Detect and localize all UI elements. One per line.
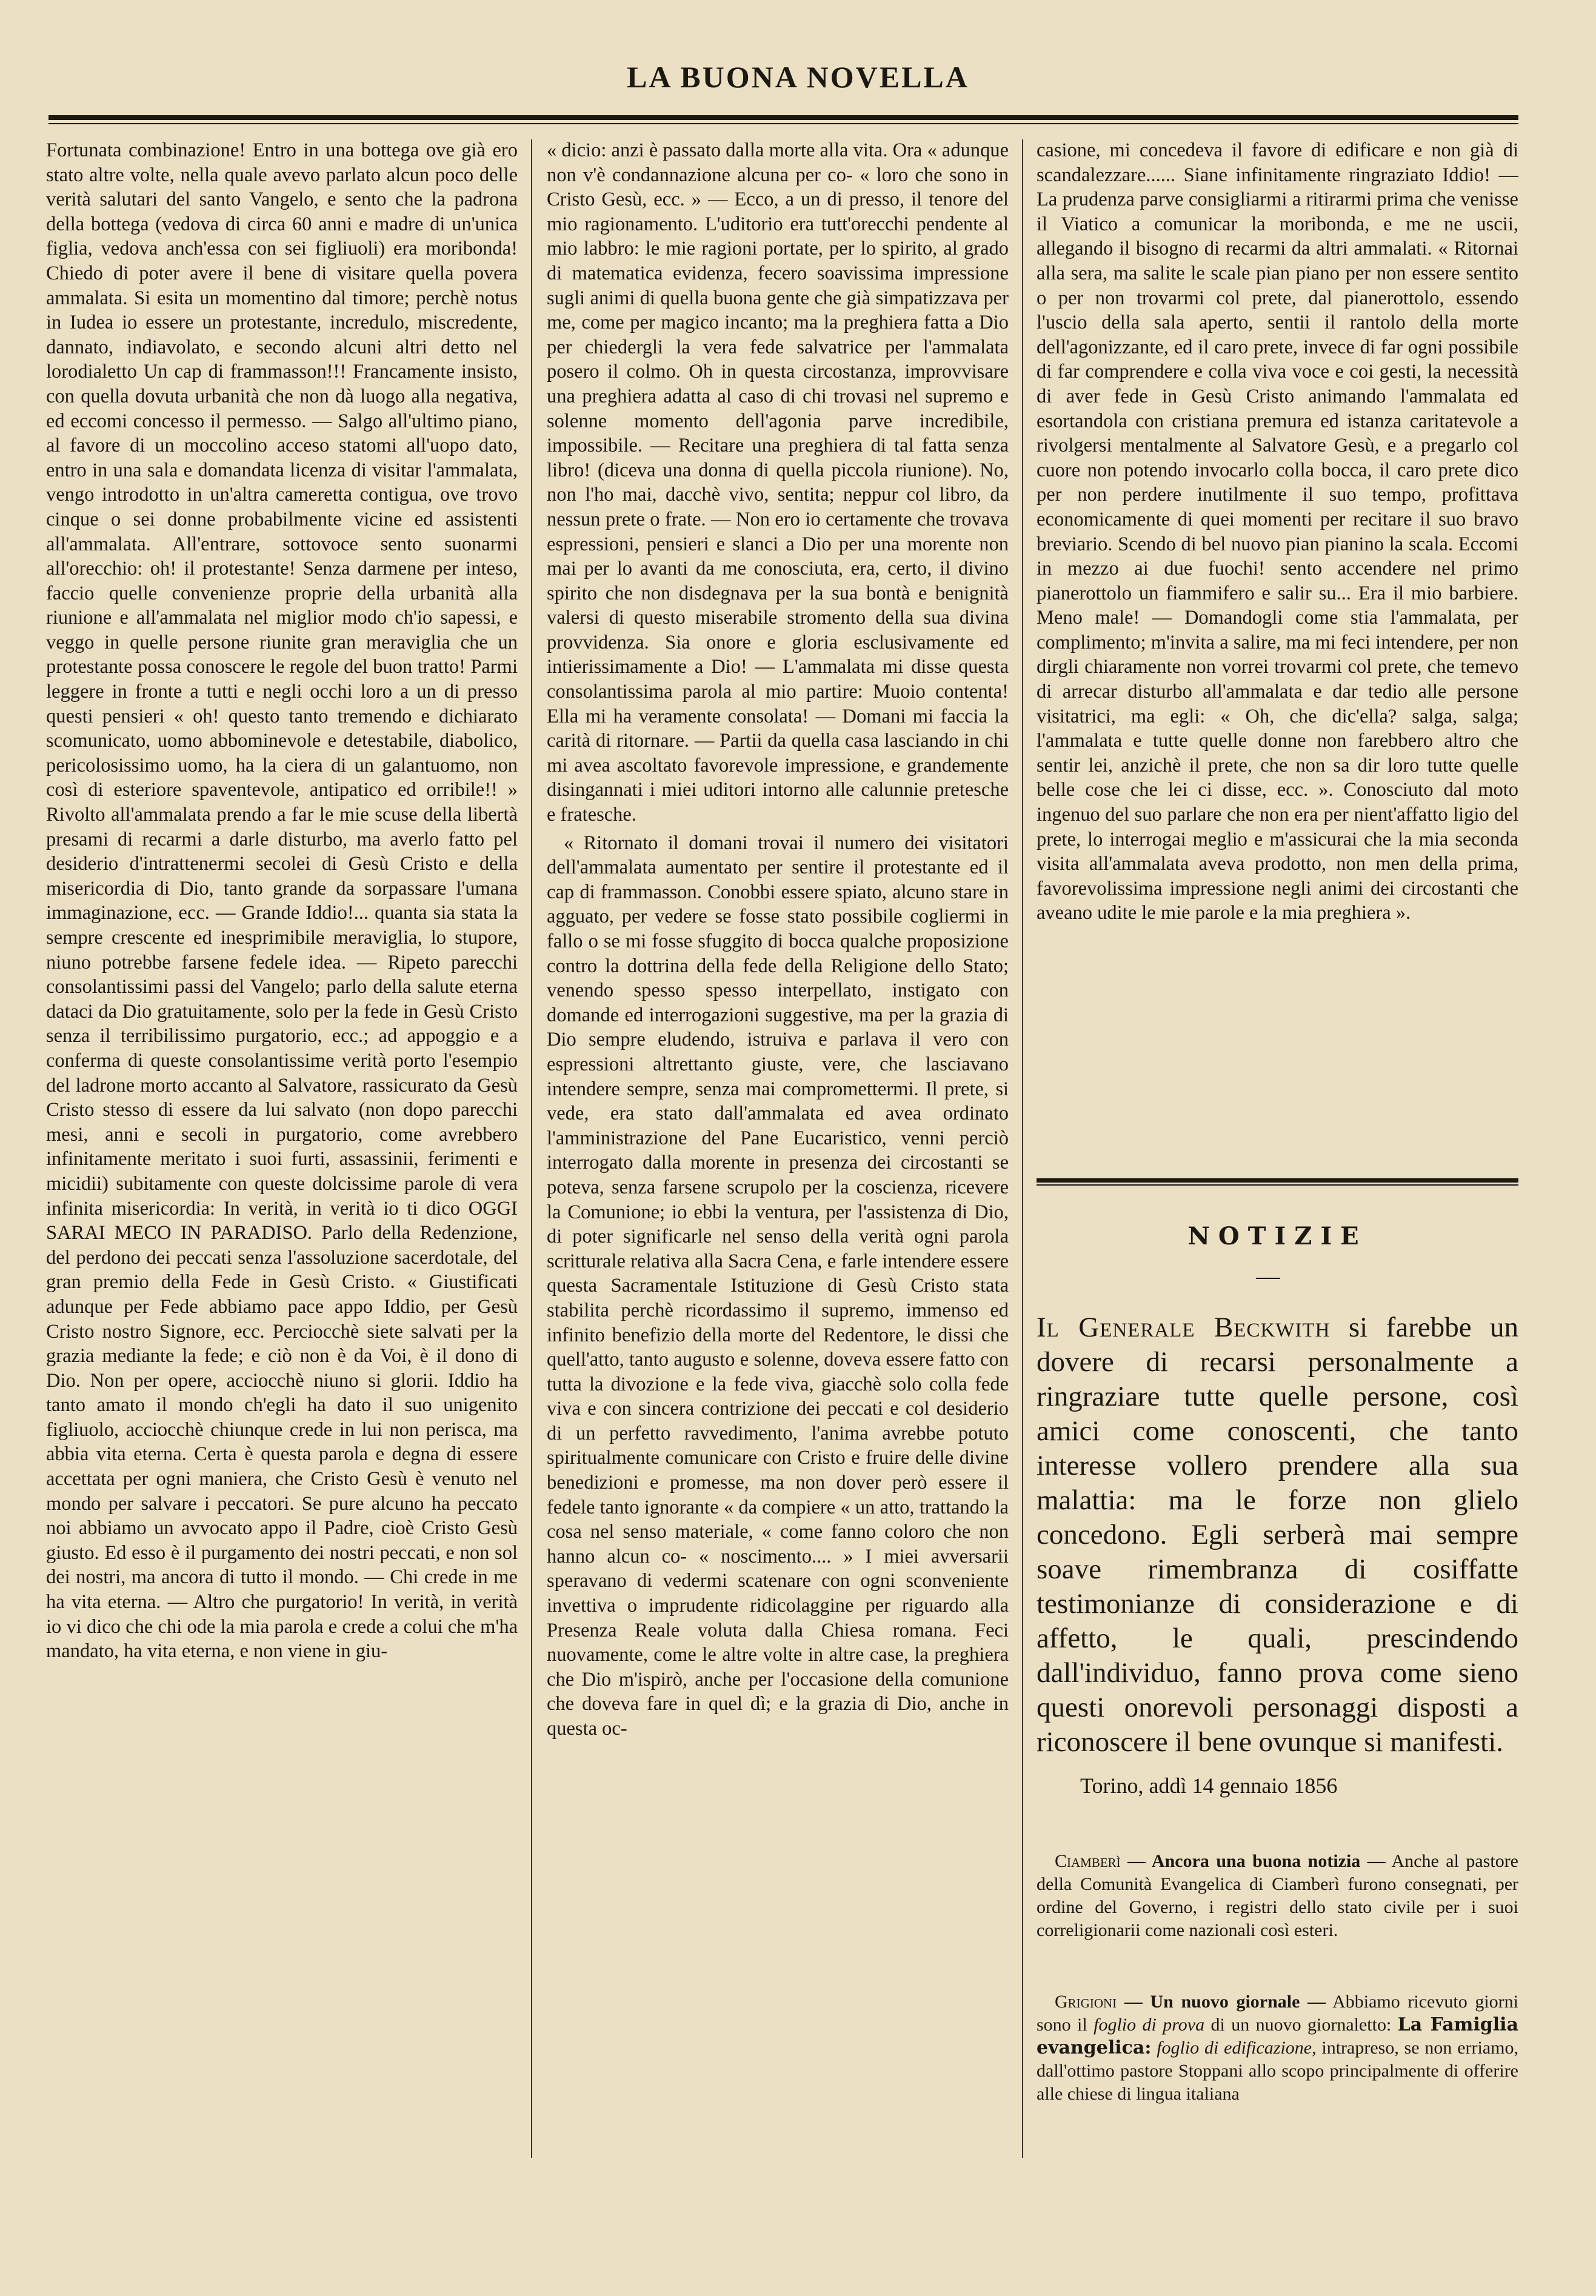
article-column-1 bbox=[46, 138, 518, 2163]
article-text: « Ritornato il domani trovai il numero dei visitatori dell'ammalata aumentato per sentire il protestante ed il cap di frammasson. Conobbi essere spiato, alcuno stare in agguato, per vedere se fosse stato possibile cogliermi in fallo o se mi fosse sfuggito di bocca qualche proposizione contro la dottrina della fede della Religione dello Stato; venendo spesso spesso interpellato, instigato con domande ed interrogazioni suggestive, ma per la grazia di Dio sempre eludendo, istruiva e parlava il vero con espressioni altrettanto giuste, vere, che lasciavano intendere sempre, senza mai compromettermi. Il prete, si vede, era stato dall'ammalata ed avea ordinato l'amministrazione del Pane Eucaristico, venni perciò interrogato dalla morente in presenza dei circostanti se poteva, senza farsene scrupolo per la coscienza, ricevere la Comunione; io ebbi la ventura, per l'assistenza di Dio, di poter significarle nel senso della verità ogni parola scritturale relativa alla Sacra Cena, e farle intendere essere questa Sacramentale Istituzione di Gesù Cristo stata stabilita perchè ricordassimo il supremo, immenso ed infinito benefizio della morte del Redentore, le dissi che quell'atto, tanto augusto e solenne, doveva essere fatto con tutta la divozione e la fede viva, giacchè solo colla fede viva e con sincera contrizione dei peccati e col desiderio di un perfetto ravvedimento, l'anima avrebbe potuto spiritualmente comunicare con Cristo e fruire delle divine benedizioni e promesse, ma non dover però essere il fedele tanto ignorante « da compiere « un atto, trattando la cosa nel senso materiale, « come fanno coloro che non hanno alcun co- « noscimento.... » I miei avversarii speravano di vedermi scatenare con ogni sconveniente invettiva o imprudente ridicolaggine per riguardo alla Presenza Reale voluta dalla Chiesa romana. Feci nuovamente, come le altre volte in altre case, la preghiera che Dio m'ispirò, anche per l'occasione della comunione che doveva fare in quel dì; e la grazia di Dio, anche in questa oc- bbox=[547, 832, 1009, 1740]
news-place: Ciamberì bbox=[1055, 1851, 1121, 1871]
article-text: « dicio: anzi è passato dalla morte alla vita. Ora « adunque non v'è condannazione alcuna per co- « loro che sono in Cristo Gesù, ecc. » — Ecco, a un di presso, il tenore del mio ragionamento. L'uditorio era tutt'orecchi pendente al mio labbro: le mie ragioni portate, per lo spirito, al grado di matematica evidenza, fecero soavissima impressione sugli animi di quella buona gente che già simpatizzava per me, come per magico incanto; ma la preghiera fatta a Dio per chiedergli la vera fede salvatrice per l'ammalata posero il colmo. Oh in questa circostanza, improvvisare una preghiera adatta al caso di chi trovasi nel supremo e solenne momento dell'agonia parve incredibile, impossibile. — Recitare una preghiera di tal fatta senza libro! (diceva una donna di quella piccola riunione). No, non l'ho mai, dacchè vivo, sentita; neppur col libro, da nessun prete o frate. — Non ero io certamente che trovava espressioni, pensieri e slanci a Dio per una morente non mai per lo avanti da me conosciuta, era, certo, il divino spirito che non disdegnava per la sua bontà e benignità valersi di questo miserabile stromento della sua divina provvidenza. Sia onore e gloria esclusivamente ed intierissimamente a Dio! — L'ammalata mi disse questa consolantissima parola al mio partire: Muoio contenta! Ella mi ha veramente consolata! — Domani mi faccia la carità di ritornare. — Partii da quella casa lasciando in chi mi avea ascoltato favorevole impressione, e grandemente disingannati i miei uditori intorno alle calunnie pretesche e fratesche. bbox=[547, 139, 1009, 826]
news-item bbox=[1037, 1991, 1518, 2106]
news-text-italic: foglio di prova bbox=[1093, 2015, 1205, 2035]
news-item bbox=[1037, 1850, 1518, 1942]
news-newspaper-title: La Famiglia evangelica: bbox=[1037, 2014, 1519, 2058]
news-headline: — Ancora una buona notizia — bbox=[1127, 1851, 1386, 1871]
article-column-3 bbox=[1037, 138, 1518, 1169]
news-place: Grigioni bbox=[1055, 1992, 1117, 2012]
section-title: NOTIZIE bbox=[1187, 1222, 1367, 1250]
column-divider bbox=[1022, 139, 1023, 2158]
header-rule-thin bbox=[48, 123, 1518, 124]
notice-name: Il Generale Beckwith bbox=[1037, 1312, 1331, 1343]
dateline: Torino, addì 14 gennaio 1856 bbox=[1080, 1774, 1338, 1798]
news-text: Abbiamo ricevuto giorni sono il bbox=[1037, 1992, 1518, 2035]
header-rule bbox=[48, 115, 1518, 120]
article-column-2 bbox=[547, 138, 1009, 2163]
notice-block bbox=[1037, 1310, 1518, 1760]
masthead: LA BUONA NOVELLA bbox=[627, 60, 969, 94]
section-dash bbox=[1256, 1278, 1280, 1279]
section-rule bbox=[1037, 1178, 1518, 1183]
article-text: casione, mi concedeva il favore di edificare e non già di scandalezzare...... Siane infinitamente ringraziato Iddio! — La prudenza parve consigliarmi a ritirarmi prima che venisse il Viatico a comunicar la moribonda, e me ne uscii, allegando il bisogno di recarmi da altri ammalati. « Ritornai alla sera, ma salite le scale pian piano per non essere sentito o per non trovarmi col prete, dal pianerottolo, essendo l'uscio della sala aperto, sentii il rantolo della morte dell'agonizzante, ed il caro prete, invece di far ogni possibile di far comprendere e colla viva voce e coi gesti, la necessità di aver fede in Gesù Cristo animando l'ammalata ed esortandola con cristiana premura ed istanza caritatevole a rivolgersi mentalmente al Salvatore Gesù, e a pregarlo col cuore non potendo invocarlo colla bocca, il caro prete dico per non perdere inutilmente il suo tempo, profittava economicamente di quei momenti per recitare il suo bravo breviario. Scendo di bel nuovo pian pianino la scala. Eccomi in mezzo ai due fuochi! sento accendere nel primo pianerottolo un fiammifero e salir su... Era il mio barbiere. Meno male! — Domandogli come stia l'ammalata, per complimento; m'invita a salire, ma mi feci intendere, per non dirgli chiaramente non vorrei trovarmi col prete, che temevo di arrecar disturbo all'ammalata e dar tedio alle persone visitatrici, ma egli: « Oh, che dic'ella? salga, salga; l'ammalata e tutte quelle donne non farebbero altro che sentir lei, anzichè il prete, che non sa dir loro tutte quelle belle cose che lei ci disse, ecc. ». Conosciuto dal moto ingenuo del suo parlare che non era per nient'affatto ligio del prete, lo interrogai meglio e m'assicurai che la mia seconda visita all'ammalata aveva prodotto, non men della prima, favorevolissima impressione negli animi dei circostanti che aveano udite le mie parole e la mia preghiera ». bbox=[1037, 139, 1518, 924]
news-headline: — Un nuovo giornale — bbox=[1124, 1992, 1326, 2012]
column-divider bbox=[531, 139, 532, 2158]
news-text: Anche al pastore della Comunità Evangelica di Ciamberì furono consegnati, per ordine del Governo, i registri dello stato civile per i suoi correligionarii come nazionali così esteri. bbox=[1037, 1851, 1519, 1940]
news-text: , intrapreso, se non erriamo, dall'ottimo pastore Stoppani allo scopo principalmente di offerire alle chiese di lingua italiana bbox=[1037, 2038, 1518, 2104]
section-rule-thin bbox=[1037, 1184, 1518, 1186]
article-text: Fortunata combinazione! Entro in una bottega ove già ero stato altre volte, nella quale avevo parlato alcun poco delle verità salutari del santo Vangelo, e sento che la padrona della bottega (vedova di circa 60 anni e madre di un'unica figlia, vedova anch'essa con sei figliuoli) era moribonda! Chiedo di poter avere il bene di visitare quella povera ammalata. Si esita un momentino dal timore; perchè notus in Iudea io essere un protestante, incredulo, miscredente, dannato, indiavolato, e secondo alcuni altri detto nel lorodialetto Un cap di frammasson!!! Francamente insisto, con quella dovuta urbanità che non dà luogo alla negativa, ed eccomi concesso il permesso. — Salgo all'ultimo piano, al favore di un moccolino acceso statomi all'uopo dato, entro in una sala e domandata licenza di visitar l'ammalata, vengo introdotto in un'altra cameretta contigua, ove trovo cinque o sei donne probabilmente vicine ed assistenti all'ammalata. All'entrare, sottovoce sento suonarmi all'orecchio: oh! il protestante! Senza darmene per inteso, faccio quelle convenienze proprie della urbanità alla riunione e all'ammalata nel miglior modo ch'io sapessi, e veggo in quelle persone riunite gran meraviglia che un protestante possa conoscere le regole del buon tratto! Parmi leggere in fronte a tutti e negli occhi loro a un di presso questi pensieri « oh! questo tanto tremendo e dichiarato scomunicato, uomo abbominevole e detestabile, diabolico, pericolosissimo uomo, ha la ciera di un galantuomo, non così di esteriore spaventevole, antipatico ed orribile!! » Rivolto all'ammalata prendo a far le mie scuse della libertà presami di recarmi a darle disturbo, ma averlo fatto pel desiderio d'intrattenermi secolei di Gesù Cristo e della misericordia di Dio, tanto grande da sorpassare l'umana immaginazione, ecc. — Grande Iddio!... quanta sia stata la sempre crescente ed inesprimibile meraviglia, lo stupore, niuno potrebbe farsene fedele idea. — Ripeto parecchi consolantissimi passi del Vangelo; parlo della salute eterna dataci da Dio gratuitamente, solo per la fede in Gesù Cristo senza il terribilissimo purgatorio, ecc.; ad appoggio e a conferma di queste consolantissime verità porto l'esempio del ladrone morto accanto al Salvatore, rassicurato da Gesù Cristo stesso di essere da lui salvato (non dopo parecchi mesi, anni e secoli in purgatorio, come avrebbero infinitamente meritato i suoi furti, assassinii, ferimenti e micidii) subitamente con queste dolcissime parole di vera infinita misericordia: In verità, in verità io ti dico OGGI SARAI MECO IN PARADISO. Parlo della Redenzione, del perdono dei peccati senza l'assoluzione sacerdotale, del gran premio della Fede in Gesù Cristo. « Giustificati adunque per Fede abbiamo pace appo Iddio, per Gesù Cristo nostro Signore, ecc. Perciocchè siete salvati per la grazia mediante la fede; e ciò non è da Voi, è il dono di Dio. Non per opere, acciocchè niuno si glorii. Iddio ha tanto amato il mondo ch'egli ha dato il suo unigenito figliuolo, acciocchè chiunque crede in lui non perisca, ma abbia vita eterna. Certa è questa parola e degna di essere accettata per ogni maniera, che Cristo Gesù è venuto nel mondo per salvare i peccatori. Se pure alcuno ha peccato noi abbiamo un avvocato appo il Padre, cioè Cristo Gesù giusto. Ed esso è il purgamento dei nostri peccati, e non sol dei nostri, ma ancora di tutto il mondo. — Chi crede in me ha vita eterna. — Altro che purgatorio! In verità, in verità io vi dico che chi ode la mia parola e crede a colui che m'ha mandato, ha vita eterna, e non viene in giu- bbox=[46, 139, 518, 1663]
news-text: di un nuovo giornaletto: bbox=[1210, 2015, 1392, 2035]
news-text-italic: foglio di edificazione bbox=[1157, 2038, 1312, 2058]
notice-text: si farebbe un dovere di recarsi personalmente a ringraziare tutte quelle persone, così amici come conoscenti, che tanto interesse vollero prendere alla sua malattia: ma le forze non glielo concedono. Egli serberà mai sempre soave rimembranza di cosiffatte testimonianze di considerazione e di affetto, le quali, prescindendo dall'individuo, fanno prova come sieno questi onorevoli personaggi disposti a riconoscere il bene ovunque si manifesti. bbox=[1037, 1312, 1519, 1758]
